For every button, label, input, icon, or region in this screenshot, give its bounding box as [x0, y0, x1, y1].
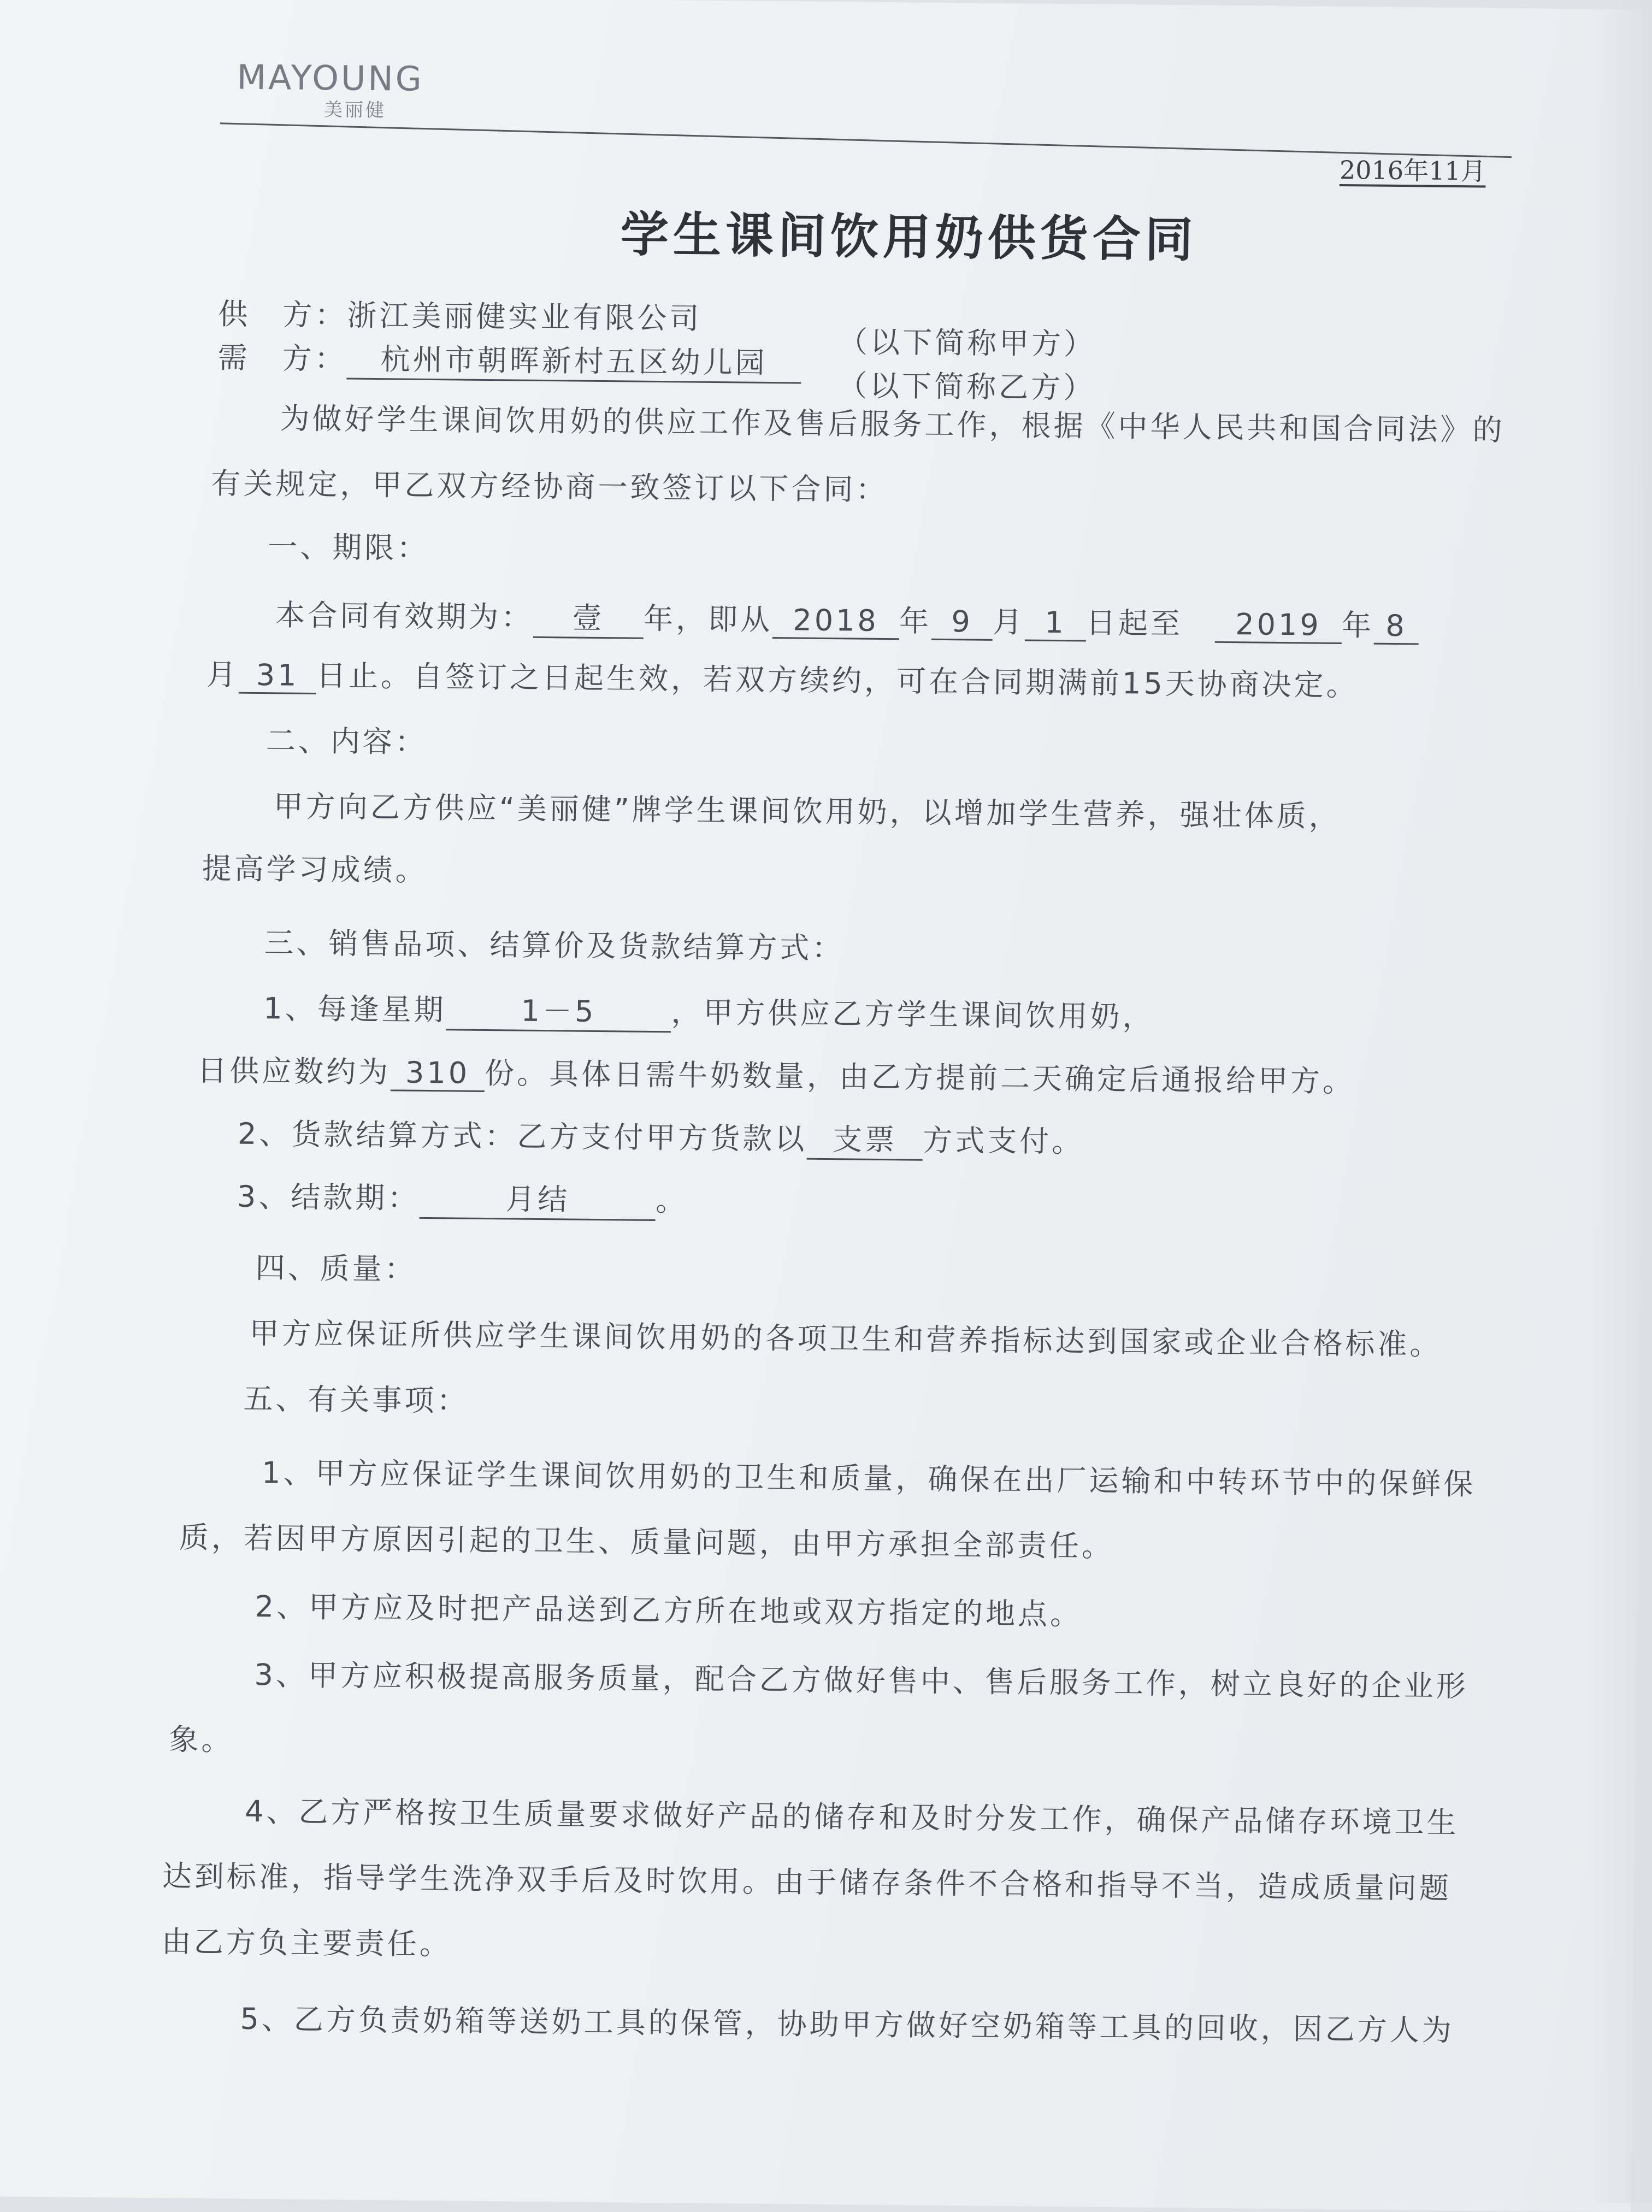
- clause2-line: 2、甲方应及时把产品送到乙方所在地或双方指定的地点。: [255, 1589, 1083, 1632]
- term-text-y2: 年: [1341, 608, 1374, 643]
- term-text-m: 月: [992, 604, 1025, 640]
- term-years: 壹: [533, 594, 644, 639]
- company-logo: [237, 57, 424, 122]
- start-day: 1: [1025, 605, 1087, 641]
- supplier-label: 供 方：: [218, 297, 347, 333]
- clause1-line-1: 1、甲方应保证学生课间饮用奶的卫生和质量，确保在出厂运输和中转环节中的保鲜保: [261, 1455, 1476, 1502]
- item2-prefix: 2、货款结算方式：乙方支付甲方货款以: [237, 1116, 807, 1157]
- document-title: 学生课间饮用奶供货合同: [620, 206, 1198, 268]
- item1b-line: [197, 1047, 1355, 1100]
- item1-line: [263, 985, 1155, 1037]
- supplier-name: 浙江美丽健实业有限公司: [347, 298, 702, 336]
- section2-text-2: 提高学习成绩。: [202, 851, 428, 888]
- term-text-year: 年，即从: [643, 601, 773, 638]
- clause3-line-2: 象。: [169, 1722, 234, 1757]
- item3-line: [237, 1173, 688, 1222]
- section1-heading: 一、期限：: [268, 529, 429, 565]
- payment-method: 支票: [807, 1116, 923, 1161]
- supplier-note: （以下简称甲方）: [837, 325, 1096, 362]
- start-year: 2018: [772, 603, 900, 640]
- term-text-y: 年: [899, 604, 932, 639]
- term-prefix: 本合同有效期为：: [275, 598, 534, 635]
- item1-prefix: 1、每逢星期: [263, 991, 446, 1028]
- clause4-line-1: 4、乙方严格按卫生质量要求做好产品的储存和及时分发工作，确保产品储存环境卫生: [244, 1794, 1459, 1841]
- clause3-line-1: 3、甲方应积极提高服务质量，配合乙方做好售中、售后服务工作，树立良好的企业形: [254, 1657, 1469, 1704]
- section4-heading: 四、质量：: [255, 1250, 417, 1287]
- term-line-2: [206, 651, 1359, 704]
- item1b-prefix: 日供应数约为: [197, 1053, 391, 1090]
- clause4-line-2: 达到标准，指导学生洗净双手后及时饮用。由于储存条件不合格和指导不当，造成质量问题: [162, 1859, 1452, 1906]
- item1-rest: ，甲方供应乙方学生课间饮用奶，: [671, 995, 1155, 1034]
- end-month: 8: [1374, 609, 1419, 645]
- document-date: 2016年11月: [1339, 155, 1486, 186]
- item1b-rest: 份。具体日需牛奶数量，由乙方提前二天确定后通报给甲方。: [484, 1055, 1355, 1099]
- item2-line: [238, 1111, 1084, 1163]
- term-text-from: 日起至: [1085, 605, 1183, 641]
- section4-text: 甲方应保证所供应学生课间饮用奶的各项卫生和营养指标达到国家或企业合格标准。: [249, 1316, 1442, 1362]
- daily-count: 310: [391, 1055, 485, 1092]
- item3-prefix: 3、结款期：: [237, 1179, 420, 1216]
- logo-subtitle: 美丽健: [323, 99, 387, 122]
- section2-text-1: 甲方向乙方供应“美丽健”牌学生课间饮用奶，以增加学生营养，强壮体质，: [273, 789, 1341, 834]
- buyer-note: （以下简称乙方）: [837, 368, 1096, 405]
- intro-line-2: 有关规定，甲乙双方经协商一致签订以下合同：: [211, 466, 888, 508]
- buyer-name: 杭州市朝晖新村五区幼儿园: [346, 336, 801, 384]
- delivery-weekdays: 1－5: [446, 987, 671, 1033]
- section5-heading: 五、有关事项：: [243, 1381, 469, 1418]
- section2-heading: 二、内容：: [266, 723, 428, 759]
- start-month: 9: [931, 604, 993, 641]
- header-rule: [220, 122, 1512, 158]
- term-line2-prefix: 月: [206, 657, 239, 692]
- settlement-period: 月结: [420, 1175, 656, 1221]
- term-line2-rest: 日止。自签订之日起生效，若双方续约，可在合同期满前15天协商决定。: [316, 658, 1359, 703]
- term-line-1: [275, 592, 1419, 646]
- logo-wordmark: MAYOUNG: [237, 57, 424, 99]
- buyer-line: [217, 334, 801, 384]
- clause5-line-1: 5、乙方负责奶箱等送奶工具的保管，协助甲方做好空奶箱等工具的回收，因乙方人为: [240, 2001, 1455, 2048]
- clause4-line-3: 由乙方负主要责任。: [161, 1924, 452, 1962]
- page-edge-shadow: [1586, 0, 1652, 2203]
- clause1-line-2: 质，若因甲方原因引起的卫生、质量问题，由甲方承担全部责任。: [179, 1520, 1114, 1564]
- supplier-line: [218, 291, 702, 337]
- buyer-label: 需 方：: [217, 340, 347, 376]
- item3-rest: 。: [655, 1183, 688, 1218]
- end-day: 31: [239, 658, 317, 694]
- end-year: 2019: [1215, 607, 1342, 644]
- section3-heading: 三、销售品项、结算价及货款结算方式：: [264, 925, 845, 966]
- item2-rest: 方式支付。: [923, 1123, 1084, 1159]
- intro-line-1: 为做好学生课间饮用奶的供应工作及售后服务工作，根据《中华人民共和国合同法》的: [280, 401, 1505, 447]
